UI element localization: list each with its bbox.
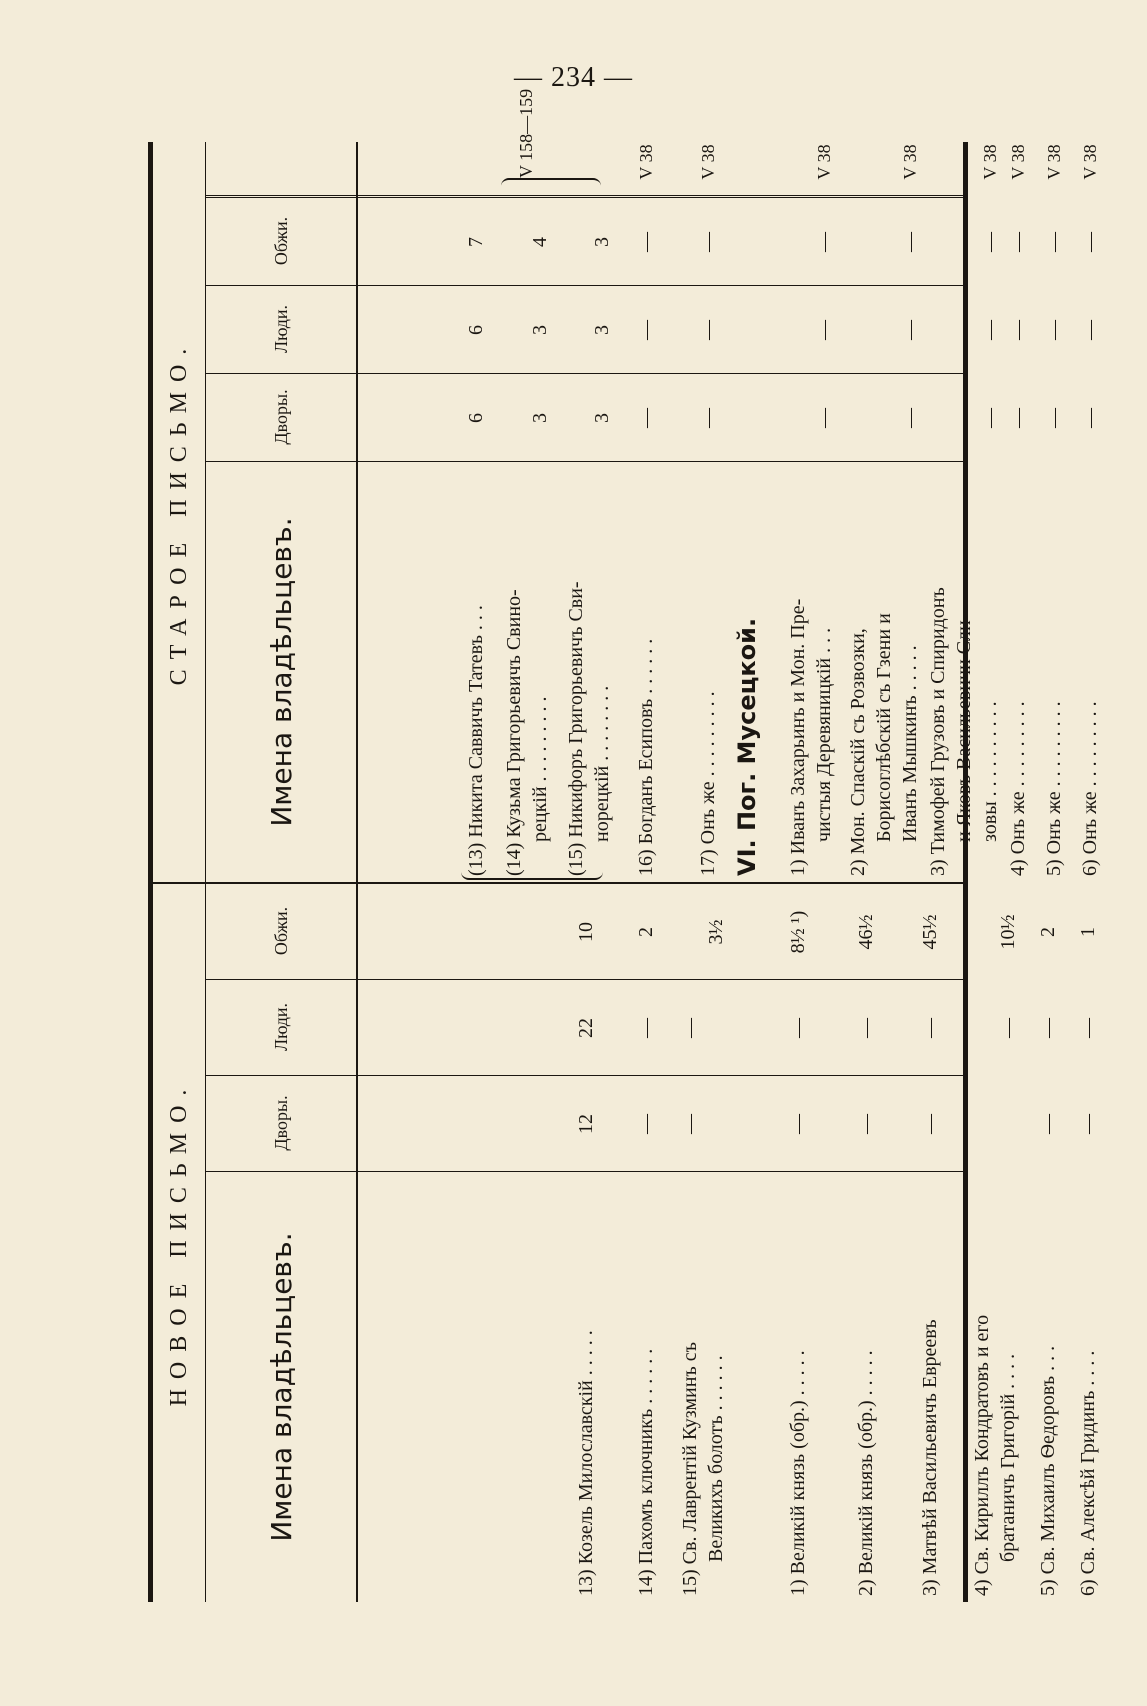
owner-name: 17) Онъ же . . . . . . . . . [697, 691, 719, 876]
owner-name: 3) Тимофей Грузовъ и Спиридонъ [927, 587, 949, 876]
dvory-value: — [813, 408, 835, 428]
owner-name: (13) Никита Саввичъ Татевъ . . . [465, 605, 487, 876]
dvory-value: 3 [529, 413, 551, 423]
obzhi-value: — [1007, 232, 1029, 252]
dvory-value: — [855, 1114, 877, 1134]
obzhi-value: 45½ [919, 914, 941, 950]
lyudi-value: — [813, 320, 835, 340]
col-lyudi-header: Люди. [206, 979, 356, 1076]
owner-name-cont: рецкій . . . . . . . . . [529, 696, 551, 842]
lyudi-value: — [787, 1018, 809, 1038]
reference-value: V 38 [1044, 144, 1064, 180]
col-owners-header: Имена владѣльцевъ. [264, 1232, 298, 1542]
dvory-value: 12 [575, 1114, 597, 1134]
reference-value: V 38 [636, 144, 656, 180]
reference-value: V 38 [814, 144, 834, 180]
lyudi-value: — [679, 1018, 701, 1038]
dvory-value: — [635, 408, 657, 428]
dvory-value: — [1079, 408, 1101, 428]
obzhi-value: — [635, 232, 657, 252]
lyudi-value: — [1007, 320, 1029, 340]
lyudi-value: 3 [529, 325, 551, 335]
lyudi-value: — [635, 1018, 657, 1038]
lyudi-value: — [855, 1018, 877, 1038]
reference-value: V 38 [698, 144, 718, 180]
dvory-value: — [899, 408, 921, 428]
dvory-value: — [787, 1114, 809, 1134]
reference-value: V 38 [980, 144, 1000, 180]
dvory-value: — [979, 408, 1001, 428]
reference-value: V 38 [1080, 144, 1100, 180]
dvory-value: — [1043, 408, 1065, 428]
dvory-value: — [697, 408, 719, 428]
obzhi-value: — [899, 232, 921, 252]
lyudi-value: — [997, 1018, 1019, 1038]
obzhi-value: 7 [465, 237, 487, 247]
new-letter-body [355, 884, 1099, 1602]
old-letter-section [153, 88, 1101, 882]
obzhi-value: 2 [635, 927, 657, 937]
obzhi-value: 46½ [855, 914, 877, 950]
col-lyudi-header: Люди. [206, 285, 356, 374]
reference-value: V 38 [900, 144, 920, 180]
owner-name: 16) Богданъ Есиповъ . . . . . . [635, 638, 657, 876]
owner-name: 6) Св. Алексѣй Гридинъ . . . . [1077, 1350, 1099, 1596]
lyudi-value: 3 [591, 325, 613, 335]
register-table [148, 88, 1101, 1602]
owner-name: 13) Козель Милославскій . . . . . [575, 1330, 597, 1596]
owner-name-cont: Великихъ болотъ . . . . . . [705, 1355, 727, 1562]
owner-name: 5) Онъ же . . . . . . . . . [1043, 701, 1065, 876]
page-number: — 234 — [514, 62, 633, 93]
dvory-value: — [679, 1114, 701, 1134]
obzhi-value: 1 [1077, 927, 1099, 937]
col-dvory-header: Дворы. [206, 373, 356, 462]
owner-name: 15) Св. Лаврентій Кузминъ съ [679, 1342, 701, 1596]
dvory-value: — [919, 1114, 941, 1134]
new-letter-section [153, 882, 1099, 1602]
owner-name-cont: и Яковъ Васильевичи Сли- [953, 613, 975, 842]
owner-name: 4) Онъ же . . . . . . . . . [1007, 701, 1029, 876]
owner-name: (15) Никифоръ Григорьевичъ Сви- [565, 581, 587, 876]
new-letter-heading: НОВОЕ ПИСЬМО. [153, 884, 206, 1602]
dvory-value: 6 [465, 413, 487, 423]
owner-name: 4) Св. Кириллъ Кондратовъ и его [971, 1314, 993, 1596]
reference-value: V 38 [1008, 144, 1028, 180]
obzhi-value: 3 [591, 237, 613, 247]
dvory-value: 3 [591, 413, 613, 423]
obzhi-value: — [1043, 232, 1065, 252]
owner-name: 3) Матвѣй Васильевичъ Евреевъ [919, 1319, 941, 1596]
obzhi-value: — [1079, 232, 1101, 252]
lyudi-value: — [979, 320, 1001, 340]
old-letter-body [355, 88, 1101, 882]
lyudi-value: — [697, 320, 719, 340]
owner-name-cont: норецкій . . . . . . . . [591, 685, 613, 842]
obzhi-value: 10 [575, 922, 597, 942]
obzhi-value: 4 [529, 237, 551, 247]
dvory-value: — [1077, 1114, 1099, 1134]
owner-name-cont: Иванъ Мышкинъ . . . . . [899, 645, 921, 842]
lyudi-value: 22 [575, 1018, 597, 1038]
dvory-value: — [1037, 1114, 1059, 1134]
owner-name: 6) Онъ же . . . . . . . . . [1079, 701, 1101, 876]
lyudi-value: — [899, 320, 921, 340]
obzhi-value: — [697, 232, 719, 252]
obzhi-value: 10½ [997, 914, 1019, 950]
owner-name-cont: чистыя Деревяницкій . . . [813, 627, 835, 842]
dvory-value: — [1007, 408, 1029, 428]
obzhi-value: 2 [1037, 927, 1059, 937]
col-owners-header: Имена владѣльцевъ. [264, 517, 298, 827]
owner-name-cont: зовы . . . . . . . . . . [979, 701, 1001, 842]
owner-name: 1) Иванъ Захарьинъ и Мон. Пре- [787, 598, 809, 876]
lyudi-value: — [1079, 320, 1101, 340]
lyudi-value: — [1077, 1018, 1099, 1038]
group-brace-right [501, 178, 601, 188]
owner-name: 1) Великій князь (обр.) . . . . . [787, 1350, 809, 1596]
lyudi-value: — [1037, 1018, 1059, 1038]
owner-name: 2) Великій князь (обр.) . . . . . [855, 1350, 877, 1596]
owner-name-cont: Борисоглѣбскій съ Гзени и [873, 613, 895, 842]
obzhi-value: — [813, 232, 835, 252]
group-title-pogost: VI. Пог. Мусецкой. [733, 617, 761, 876]
owner-name: 2) Мон. Спаскій съ Розвозки, [847, 628, 869, 876]
obzhi-value: 8½ ¹) [787, 910, 809, 954]
obzhi-value: — [979, 232, 1001, 252]
lyudi-value: — [635, 320, 657, 340]
owner-name: (14) Кузьма Григорьевичъ Свино- [503, 589, 525, 876]
reference-value: V 158—159 [516, 88, 536, 178]
obzhi-value: 3½ [705, 919, 727, 945]
col-dvory-header: Дворы. [206, 1075, 356, 1172]
owner-name-cont: братаничъ Григорій . . . . [997, 1353, 1019, 1562]
new-letter-column-headers [206, 884, 358, 1602]
lyudi-value: 6 [465, 325, 487, 335]
lyudi-value: — [919, 1018, 941, 1038]
old-letter-column-headers [206, 142, 358, 882]
dvory-value: — [635, 1114, 657, 1134]
col-obzhi-header: Обжи. [206, 883, 356, 980]
col-obzhi-header: Обжи. [206, 197, 356, 286]
col-reference-header [206, 139, 356, 198]
owner-name: 5) Св. Михаилъ Ѳедоровъ . . . [1037, 1345, 1059, 1596]
old-letter-heading: СТАРОЕ ПИСЬМО. [153, 142, 206, 882]
owner-name: 14) Пахомъ ключникъ . . . . . . [635, 1348, 657, 1596]
lyudi-value: — [1043, 320, 1065, 340]
